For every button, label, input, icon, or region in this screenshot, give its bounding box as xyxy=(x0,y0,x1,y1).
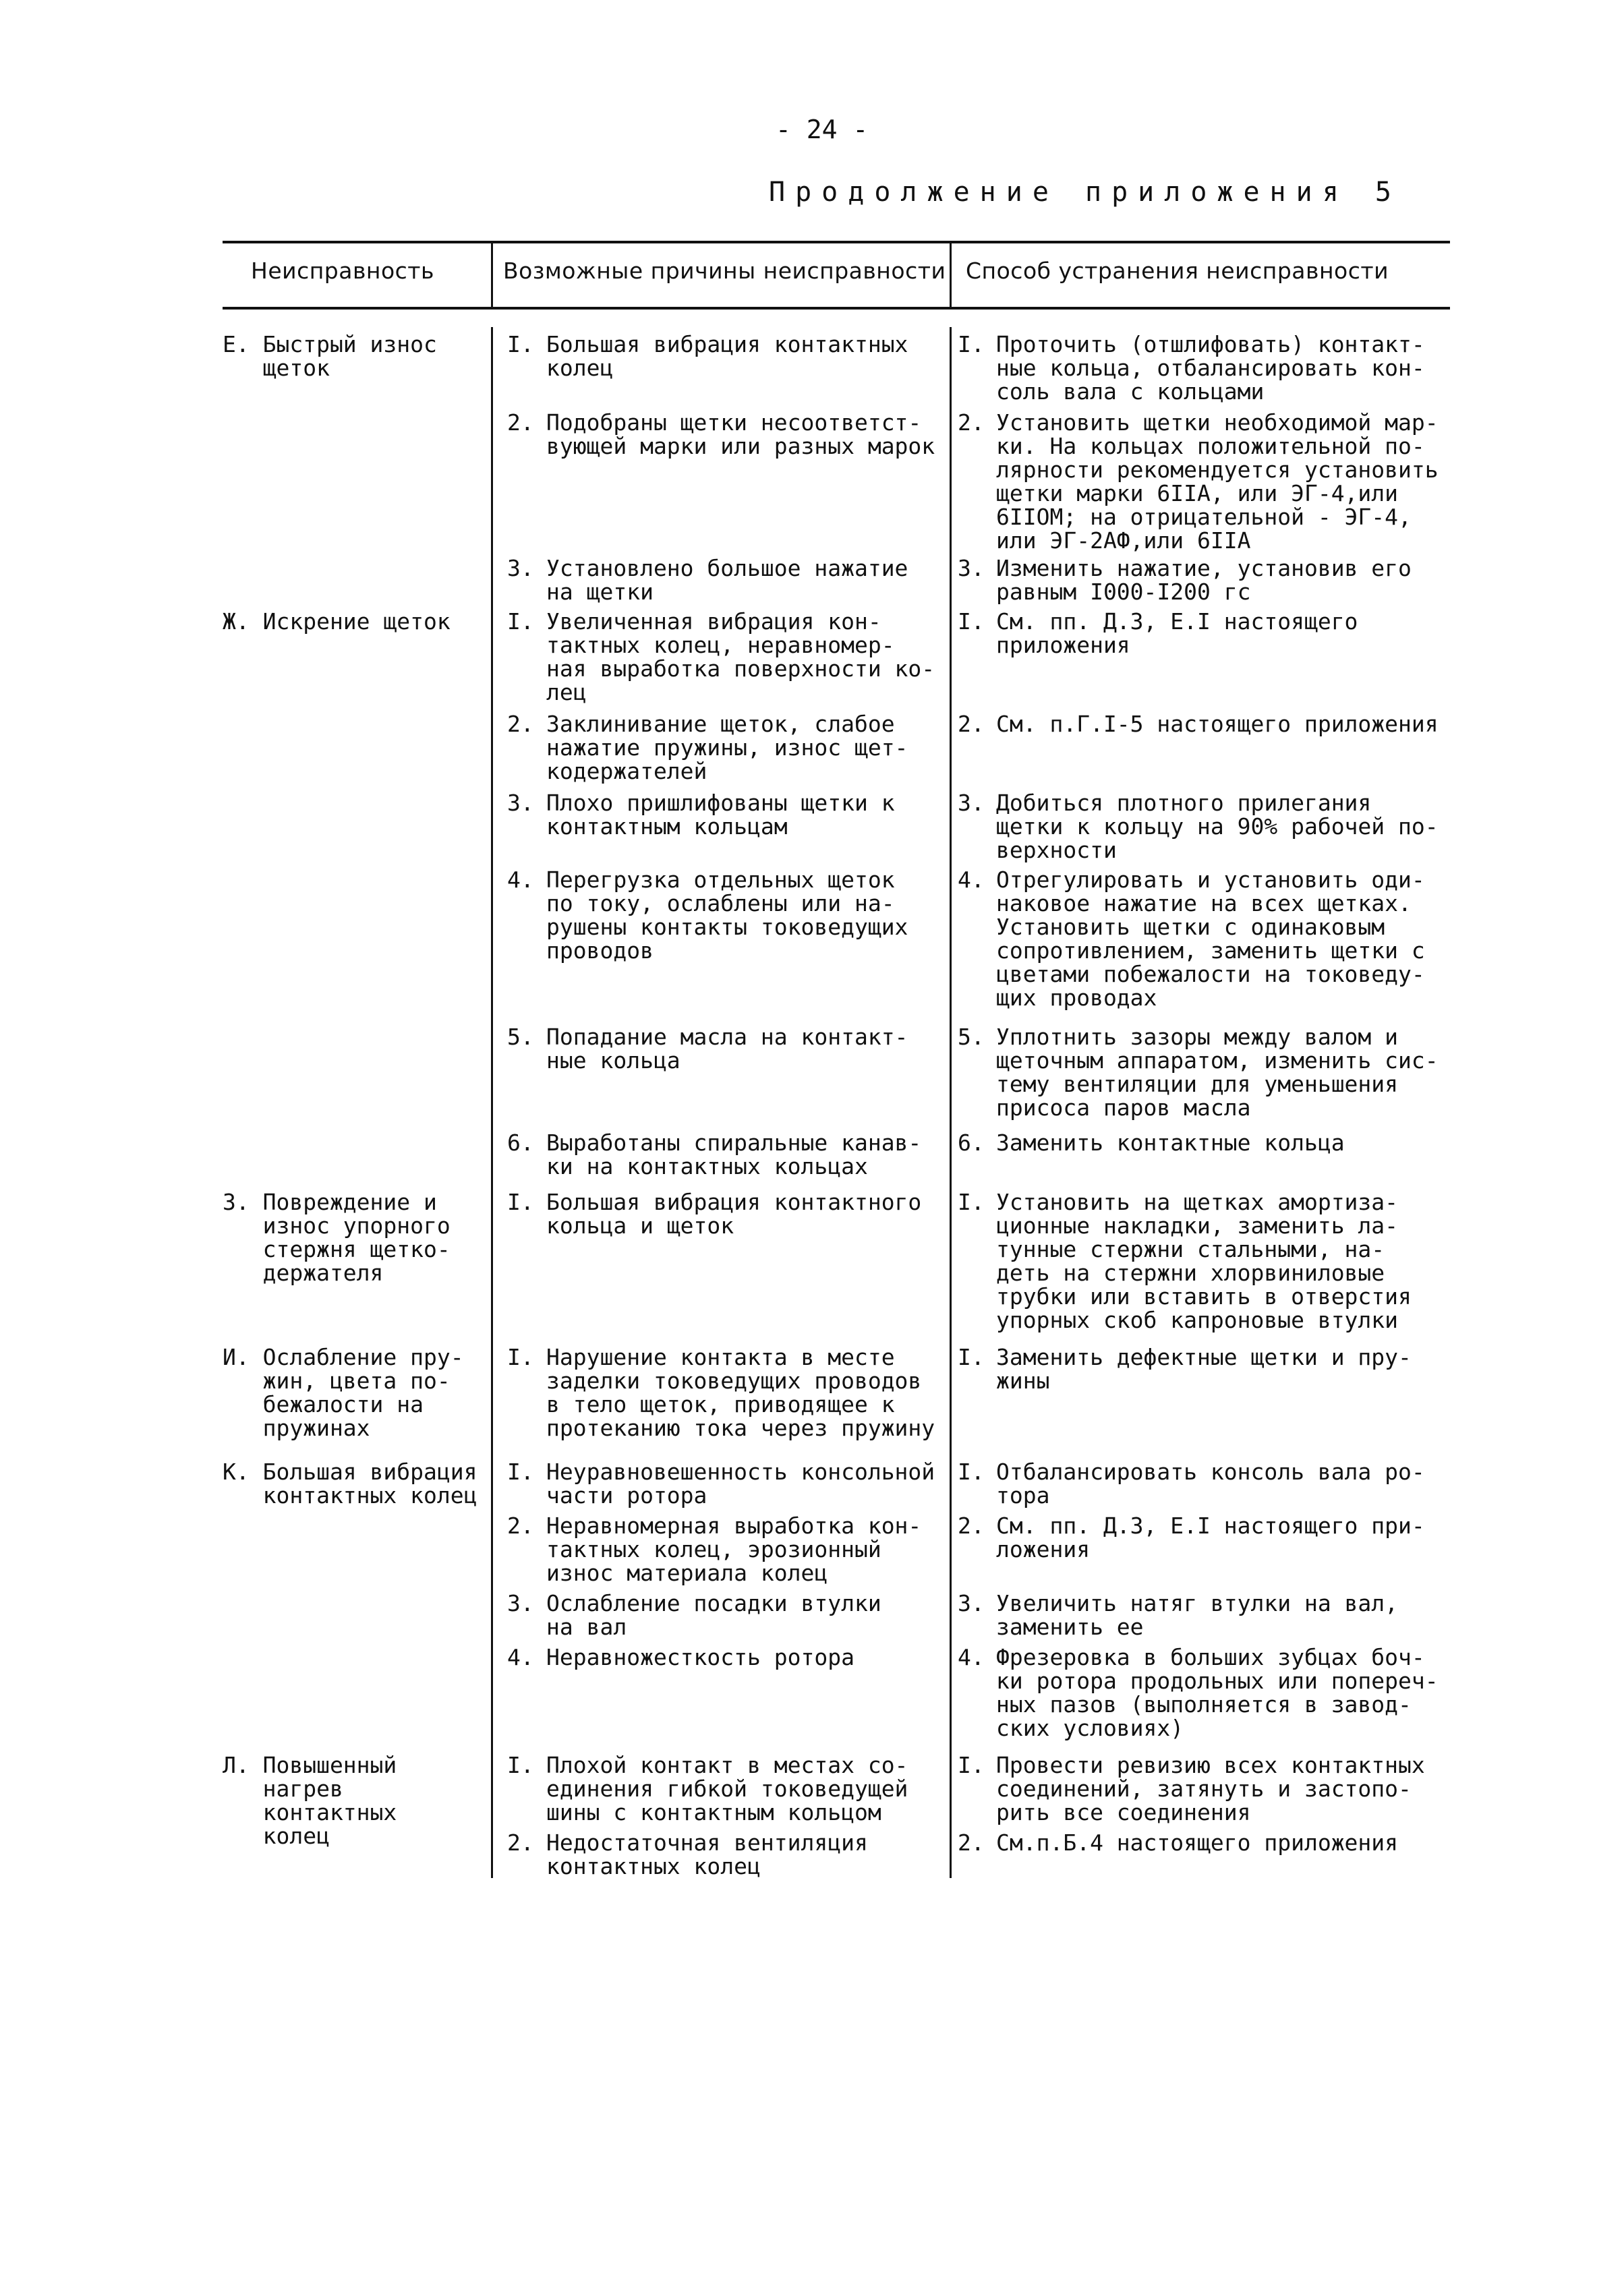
remedy-text: Фрезеровка в больших зубцах боч- ки ротора продольных или попереч- ных пазов (выполняется в завод- ских условиях) xyxy=(996,1644,1439,1741)
fault-l: Л. Повышенный нагрев контактных колец xyxy=(223,1752,397,1849)
header-remedy: Способ устранения неисправности xyxy=(966,258,1389,284)
remedy-item: 2. xyxy=(958,711,985,737)
cause-item: 3. xyxy=(507,790,534,816)
remedy-text: См. пп. Д.3, Е.I настоящего приложения xyxy=(996,608,1358,658)
remedy-item: I. xyxy=(958,331,985,357)
remedy-item: I. xyxy=(958,1189,985,1215)
continuation-title: Продолжение приложения 5 xyxy=(769,177,1401,208)
cause-text: Выработаны спиральные канав- ки на контактных кольцах xyxy=(546,1130,922,1179)
fault-z: З. Повреждение и износ упорного стержня щетко- держателя xyxy=(223,1189,451,1286)
page-number: - 24 - xyxy=(776,115,869,144)
remedy-text: Установить на щетках амортиза- ционные накладки, заменить ла- тунные стержни стальными, на- деть на стержни хлорвиниловые трубки или вставить в отверстия упорных скоб капроновые втулки xyxy=(996,1189,1412,1333)
remedy-item: 4. xyxy=(958,867,985,893)
cause-item: 2. xyxy=(507,409,534,436)
cause-item: 4. xyxy=(507,867,534,893)
fault-i: И. Ослабление пру- жин, цвета по- бежалости на пружинах xyxy=(223,1344,464,1441)
remedy-text: Увеличить натяг втулки на вал, заменить ее xyxy=(996,1590,1399,1640)
cause-text: Заклинивание щеток, слабое нажатие пружины, износ щет- кодержателей xyxy=(546,711,908,784)
cause-item: I. xyxy=(507,331,534,357)
cause-text: Неравножесткость ротора xyxy=(546,1644,854,1670)
fault-zh: Ж. Искрение щеток xyxy=(223,608,451,635)
remedy-text: Отбалансировать консоль вала ро- тора xyxy=(996,1459,1425,1509)
column-divider-2-body xyxy=(950,327,952,1878)
remedy-item: I. xyxy=(958,1344,985,1370)
remedy-text: Изменить нажатие, установив его равным I000-I200 гс xyxy=(996,555,1412,605)
remedy-text: Провести ревизию всех контактных соединений, затянуть и застопо- рить все соединения xyxy=(996,1752,1425,1825)
cause-item: I. xyxy=(507,608,534,635)
remedy-text: Проточить (отшлифовать) контакт- ные кольца, отбалансировать кон- соль вала с кольцами xyxy=(996,331,1425,405)
cause-item: 3. xyxy=(507,555,534,581)
cause-item: 2. xyxy=(507,1513,534,1539)
cause-item: I. xyxy=(507,1344,534,1370)
remedy-item: 4. xyxy=(958,1644,985,1670)
column-divider-1-body xyxy=(491,327,493,1878)
cause-text: Большая вибрация контактного кольца и щеток xyxy=(546,1189,922,1239)
remedy-item: 2. xyxy=(958,1513,985,1539)
header-causes: Возможные причины неисправности xyxy=(503,258,946,284)
remedy-text: См. п.Г.I-5 настоящего приложения xyxy=(996,711,1439,737)
cause-text: Попадание масла на контакт- ные кольца xyxy=(546,1024,908,1074)
cause-item: I. xyxy=(507,1459,534,1485)
cause-item: 3. xyxy=(507,1590,534,1616)
remedy-text: Отрегулировать и установить оди- наковое нажатие на всех щетках. Установить щетки с одинаковым сопротивлением, заменить щетки с цветами побежалости на токоведу- щих проводах xyxy=(996,867,1425,1011)
cause-text: Нарушение контакта в месте заделки токоведущих проводов в тело щеток, приводящее к протеканию тока через пружину xyxy=(546,1344,935,1441)
remedy-text: См. пп. Д.3, Е.I настоящего при- ложения xyxy=(996,1513,1425,1562)
header-bottom-rule xyxy=(223,307,1450,310)
remedy-text: Уплотнить зазоры между валом и щеточным аппаратом, изменить сис- тему вентиляции для уменьшения присоса паров масла xyxy=(996,1024,1439,1121)
remedy-text: См.п.Б.4 настоящего приложения xyxy=(996,1829,1399,1856)
cause-text: Ослабление посадки втулки на вал xyxy=(546,1590,881,1640)
fault-e: Е. Быстрый износ щеток xyxy=(223,331,437,381)
cause-item: 4. xyxy=(507,1644,534,1670)
cause-text: Плохо пришлифованы щетки к контактным кольцам xyxy=(546,790,895,840)
column-divider-2 xyxy=(950,241,952,310)
remedy-text: Добиться плотного прилегания щетки к кольцу на 90% рабочей по- верхности xyxy=(996,790,1439,863)
remedy-item: 2. xyxy=(958,1829,985,1856)
table-top-rule xyxy=(223,241,1450,243)
fault-k: К. Большая вибрация контактных колец xyxy=(223,1459,477,1509)
cause-item: 5. xyxy=(507,1024,534,1050)
remedy-item: 3. xyxy=(958,790,985,816)
remedy-item: 2. xyxy=(958,409,985,436)
remedy-item: I. xyxy=(958,608,985,635)
cause-item: 2. xyxy=(507,1829,534,1856)
remedy-item: I. xyxy=(958,1459,985,1485)
cause-item: I. xyxy=(507,1752,534,1778)
remedy-item: 3. xyxy=(958,555,985,581)
remedy-item: 6. xyxy=(958,1130,985,1156)
header-fault: Неисправность xyxy=(251,258,434,284)
cause-item: 6. xyxy=(507,1130,534,1156)
cause-text: Неравномерная выработка кон- тактных колец, эрозионный износ материала колец xyxy=(546,1513,922,1586)
column-divider-1 xyxy=(491,241,493,310)
cause-text: Большая вибрация контактных колец xyxy=(546,331,908,381)
cause-text: Недостаточная вентиляция контактных колец xyxy=(546,1829,868,1879)
remedy-item: 5. xyxy=(958,1024,985,1050)
cause-item: I. xyxy=(507,1189,534,1215)
cause-text: Плохой контакт в местах со- единения гибкой токоведущей шины с контактным кольцом xyxy=(546,1752,908,1825)
cause-text: Перегрузка отдельных щеток по току, ослаблены или на- рушены контакты токоведущих проводов xyxy=(546,867,908,964)
remedy-text: Заменить дефектные щетки и пру- жины xyxy=(996,1344,1412,1394)
remedy-text: Установить щетки необходимой мар- ки. На кольцах положительной по- лярности рекомендуется установить щетки марки 6IIA, или ЭГ-4,или 6IIOM; на отрицательной - ЭГ-4, или ЭГ-2АФ,или 6IIA xyxy=(996,409,1439,554)
remedy-text: Заменить контактные кольца xyxy=(996,1130,1345,1156)
remedy-item: I. xyxy=(958,1752,985,1778)
remedy-item: 3. xyxy=(958,1590,985,1616)
cause-text: Установлено большое нажатие на щетки xyxy=(546,555,908,605)
cause-item: 2. xyxy=(507,711,534,737)
cause-text: Подобраны щетки несоответст- вующей марки или разных марок xyxy=(546,409,935,459)
cause-text: Неуравновешенность консольной части ротора xyxy=(546,1459,935,1509)
cause-text: Увеличенная вибрация кон- тактных колец, неравномер- ная выработка поверхности ко- лец xyxy=(546,608,935,705)
